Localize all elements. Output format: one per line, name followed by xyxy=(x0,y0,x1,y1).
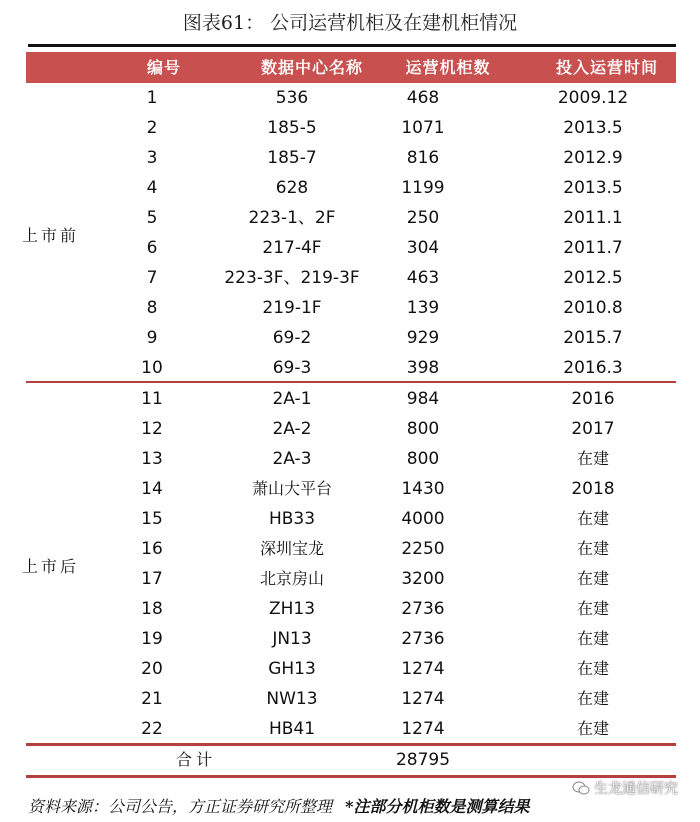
row-name: 2A-3 xyxy=(272,448,312,469)
row-racks: 2250 xyxy=(401,538,445,559)
row-no: 20 xyxy=(141,658,163,679)
table-row xyxy=(26,143,676,173)
row-date: 在建 xyxy=(576,538,609,558)
header-no: 编号 xyxy=(146,58,181,77)
row-date: 在建 xyxy=(576,598,609,618)
total-label: 合计 xyxy=(175,750,216,769)
table-row xyxy=(26,624,676,654)
table-row xyxy=(26,293,676,323)
table-row xyxy=(26,444,676,474)
header-name: 数据中心名称 xyxy=(260,58,363,77)
table-row xyxy=(26,203,676,233)
row-date: 在建 xyxy=(576,689,609,708)
row-no: 18 xyxy=(141,598,163,619)
row-date: 2018 xyxy=(571,478,615,499)
source-note xyxy=(28,794,529,817)
row-date: 2016.3 xyxy=(563,358,623,379)
row-date: 2012.5 xyxy=(563,268,623,289)
row-date: 在建 xyxy=(576,628,609,648)
row-date: 2017 xyxy=(571,418,615,439)
row-racks: 304 xyxy=(406,238,440,259)
row-name: 2A-1 xyxy=(272,388,312,409)
chat-bubble-icon xyxy=(572,781,590,795)
row-no: 10 xyxy=(141,358,163,379)
row-racks: 3200 xyxy=(401,568,445,589)
header-racks: 运营机柜数 xyxy=(405,58,491,77)
row-name: 536 xyxy=(275,88,309,108)
row-name: 219-1F xyxy=(262,298,322,319)
row-date: 2011.1 xyxy=(563,208,623,229)
row-name: GH13 xyxy=(268,658,316,679)
row-name: HB33 xyxy=(268,508,316,529)
group-label-post-ipo: 上市后 xyxy=(22,557,80,576)
row-date: 2015.7 xyxy=(563,328,623,349)
row-date: 在建 xyxy=(576,658,609,678)
row-no: 3 xyxy=(146,148,158,169)
row-no: 6 xyxy=(146,238,158,259)
row-name: 185-7 xyxy=(267,148,317,169)
row-name: 223-1、2F xyxy=(248,208,336,229)
row-name: 69-3 xyxy=(272,358,312,379)
table-row xyxy=(26,113,676,143)
row-no: 4 xyxy=(146,178,158,199)
row-no: 1 xyxy=(146,88,158,108)
row-no: 7 xyxy=(146,268,158,289)
row-no: 15 xyxy=(141,508,163,529)
row-no: 11 xyxy=(141,388,163,409)
row-no: 13 xyxy=(141,448,163,469)
row-racks: 468 xyxy=(406,88,440,108)
group-separator xyxy=(26,381,676,383)
total-value: 28795 xyxy=(395,750,451,770)
row-date: 在建 xyxy=(576,568,609,588)
row-racks: 800 xyxy=(406,418,440,439)
source-text: 资料来源：公司公告，方正证券研究所整理 xyxy=(28,797,333,816)
table-row xyxy=(26,714,676,744)
row-no: 16 xyxy=(141,538,163,559)
source-footnote: *注部分机柜数是测算结果 xyxy=(345,797,530,816)
row-name: 185-5 xyxy=(267,118,317,139)
table-row xyxy=(26,504,676,534)
total-row xyxy=(26,745,676,775)
row-racks: 800 xyxy=(406,448,440,469)
row-racks: 398 xyxy=(406,358,440,379)
figure-title: 图表61： 公司运营机柜及在建机柜情况 xyxy=(182,12,518,34)
table-row xyxy=(26,594,676,624)
row-no: 5 xyxy=(146,208,158,229)
row-date: 2011.7 xyxy=(563,238,623,259)
row-racks: 2736 xyxy=(401,598,445,619)
row-name: 69-2 xyxy=(272,328,312,349)
row-no: 8 xyxy=(146,298,158,319)
table-row xyxy=(26,173,676,203)
row-no: 12 xyxy=(141,418,163,439)
table-header xyxy=(26,52,676,83)
row-date: 在建 xyxy=(576,448,609,468)
row-name: 223-3F、219-3F xyxy=(224,268,360,289)
row-racks: 4000 xyxy=(401,508,445,529)
table-row xyxy=(26,353,676,383)
row-no: 17 xyxy=(141,568,163,589)
row-racks: 929 xyxy=(406,328,440,349)
table-row xyxy=(26,474,676,504)
table-row xyxy=(26,414,676,444)
watermark-text: 生龙通信研究 xyxy=(594,781,678,797)
row-racks: 1274 xyxy=(401,658,445,679)
row-date: 在建 xyxy=(576,719,609,739)
row-no: 21 xyxy=(141,689,163,709)
title-rule xyxy=(28,44,676,47)
table-row xyxy=(26,233,676,263)
row-date: 2016 xyxy=(571,388,615,409)
row-racks: 816 xyxy=(406,148,440,169)
row-racks: 1071 xyxy=(401,118,445,139)
table-row xyxy=(26,323,676,353)
row-name: HB41 xyxy=(268,719,316,740)
row-no: 14 xyxy=(141,478,163,499)
row-name: 深圳宝龙 xyxy=(259,538,324,558)
top-strip xyxy=(0,0,700,6)
row-name: 萧山大平台 xyxy=(251,478,332,498)
row-no: 22 xyxy=(141,719,163,740)
row-date: 2013.5 xyxy=(563,178,623,199)
table-row xyxy=(26,564,676,594)
table-row xyxy=(26,384,676,414)
row-date: 在建 xyxy=(576,508,609,528)
table-row xyxy=(26,684,676,714)
row-date: 2010.8 xyxy=(563,298,623,319)
row-racks: 1199 xyxy=(401,178,445,199)
row-no: 2 xyxy=(146,118,158,139)
table-row xyxy=(26,83,676,113)
table-row xyxy=(26,534,676,564)
row-racks: 1274 xyxy=(401,689,445,709)
row-racks: 250 xyxy=(406,208,440,229)
row-date: 2012.9 xyxy=(563,148,623,169)
row-racks: 1430 xyxy=(401,478,445,499)
row-name: 2A-2 xyxy=(272,418,312,439)
row-racks: 139 xyxy=(406,298,440,319)
row-no: 9 xyxy=(146,328,158,349)
row-name: NW13 xyxy=(266,689,318,709)
table-row xyxy=(26,654,676,684)
group-label-pre-ipo: 上市前 xyxy=(22,226,80,245)
row-racks: 984 xyxy=(406,388,440,409)
header-date: 投入运营时间 xyxy=(555,58,658,77)
row-racks: 2736 xyxy=(401,628,445,649)
watermark xyxy=(572,778,678,798)
row-date: 2013.5 xyxy=(563,118,623,139)
row-name: 628 xyxy=(275,178,309,199)
row-racks: 463 xyxy=(406,268,440,289)
row-date: 2009.12 xyxy=(557,88,629,108)
row-name: 217-4F xyxy=(262,238,322,259)
row-name: 北京房山 xyxy=(259,568,324,588)
row-name: ZH13 xyxy=(268,598,316,619)
table-row xyxy=(26,263,676,293)
row-name: JN13 xyxy=(272,628,312,649)
row-no: 19 xyxy=(141,628,163,649)
row-racks: 1274 xyxy=(401,719,445,740)
